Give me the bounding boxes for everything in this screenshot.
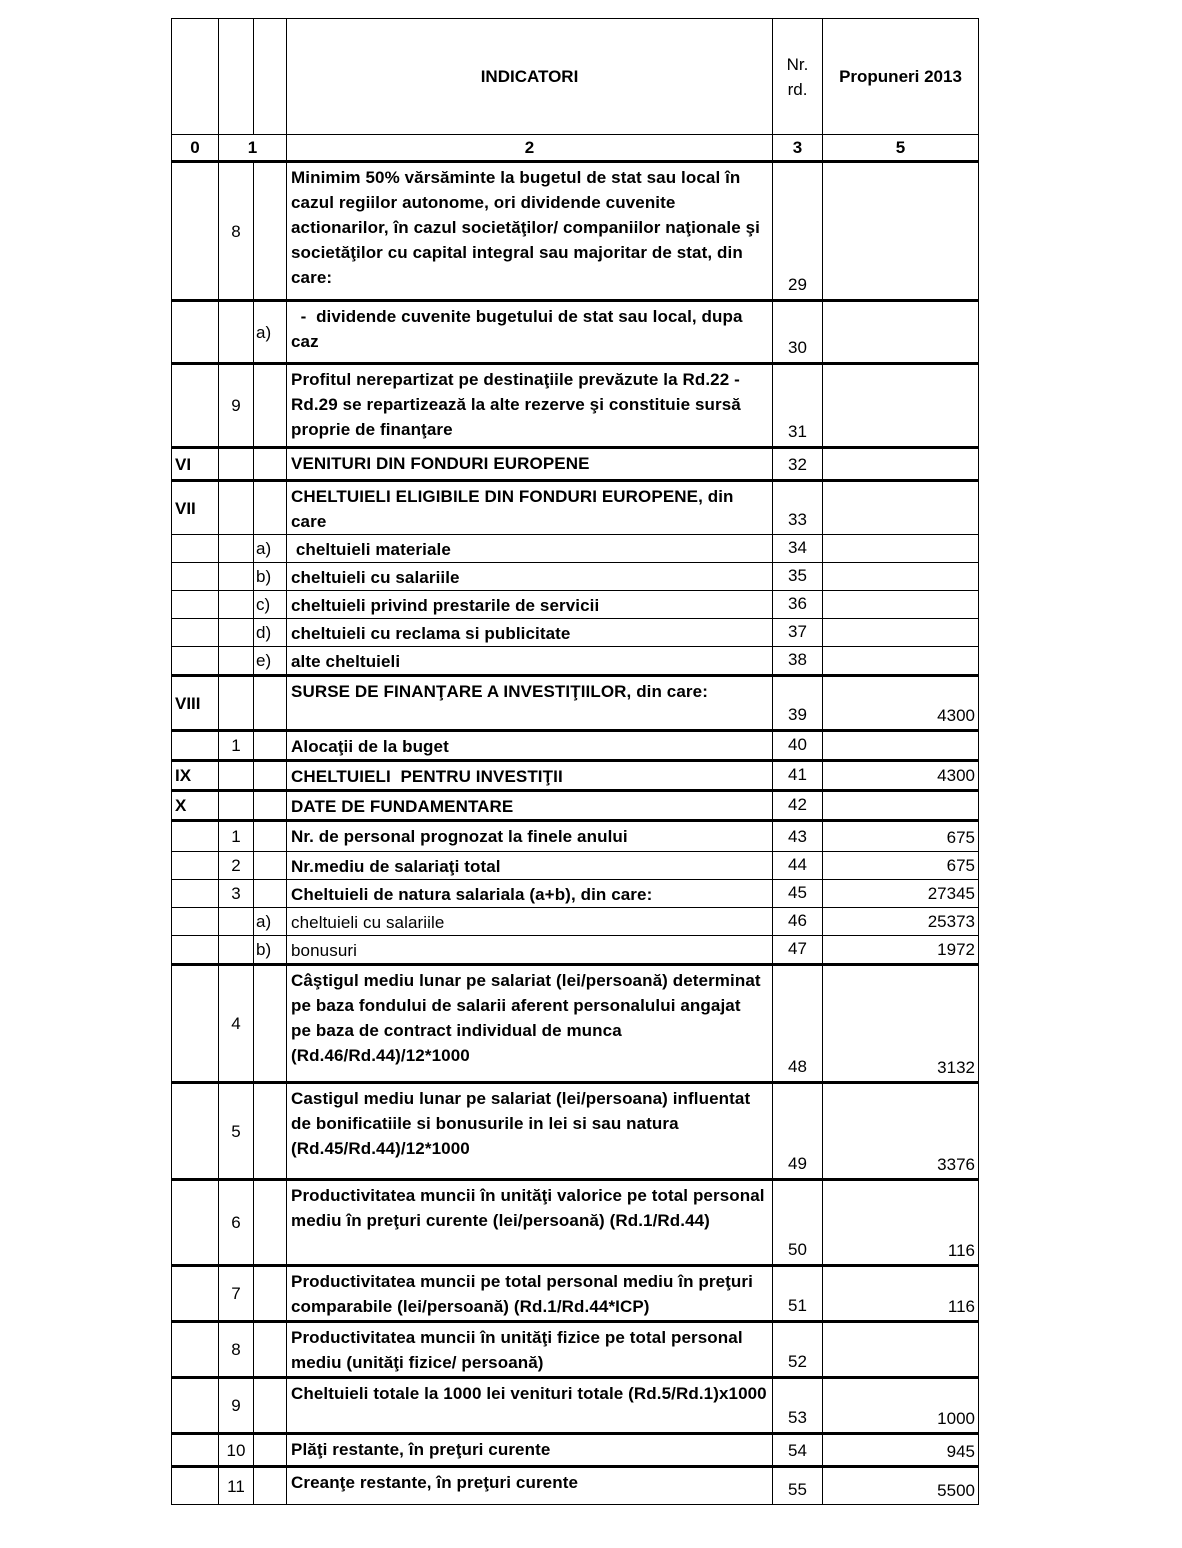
table-row: [172, 821, 979, 852]
table-row: [172, 676, 979, 731]
row-nr-rd: 43: [773, 821, 823, 852]
row-number: 4: [219, 965, 254, 1083]
row-letter: [254, 880, 287, 908]
table-row: [172, 1467, 979, 1505]
row-number: 1: [219, 821, 254, 852]
header-row: [172, 19, 979, 135]
row-indicator-text: cheltuieli materiale: [287, 535, 773, 563]
row-value: [823, 591, 979, 619]
row-letter: a): [254, 301, 287, 364]
row-value: 675: [823, 821, 979, 852]
row-number: [219, 908, 254, 936]
row-number: 1: [219, 731, 254, 761]
table-row: [172, 1266, 979, 1322]
row-number: [219, 647, 254, 676]
row-indicator-text: - dividende cuvenite bugetului de stat sau local, dupa caz: [287, 301, 773, 364]
row-letter: a): [254, 535, 287, 563]
row-letter: [254, 761, 287, 791]
row-section-code: VII: [172, 481, 219, 535]
table-row: [172, 563, 979, 591]
row-value: 945: [823, 1434, 979, 1467]
header-nr-line2: rd.: [787, 79, 808, 99]
row-indicator-text: VENITURI DIN FONDURI EUROPENE: [287, 448, 773, 481]
row-indicator-text: Productivitatea muncii în unităţi fizice pe total personal mediu (unităţi fizice/ persoană): [287, 1322, 773, 1378]
row-number: [219, 591, 254, 619]
row-section-code: [172, 619, 219, 647]
row-section-code: [172, 535, 219, 563]
row-indicator-text: CHELTUIELI PENTRU INVESTIŢII: [287, 761, 773, 791]
row-nr-rd: 38: [773, 647, 823, 676]
row-letter: [254, 1180, 287, 1266]
row-value: [823, 1322, 979, 1378]
row-letter: [254, 1266, 287, 1322]
table-row: [172, 647, 979, 676]
row-indicator-text: Profitul nerepartizat pe destinaţiile prevăzute la Rd.22 - Rd.29 se repartizează la alte rezerve şi constituie sursă proprie de finanţare: [287, 364, 773, 448]
header-cell-2: [254, 19, 287, 135]
row-nr-rd: 47: [773, 936, 823, 965]
row-value: [823, 731, 979, 761]
row-value: 3376: [823, 1083, 979, 1180]
row-value: [823, 448, 979, 481]
row-nr-rd: 37: [773, 619, 823, 647]
row-nr-rd: 39: [773, 676, 823, 731]
row-nr-rd: 34: [773, 535, 823, 563]
row-section-code: [172, 1266, 219, 1322]
row-letter: d): [254, 619, 287, 647]
table-row: [172, 791, 979, 821]
row-indicator-text: cheltuieli cu salariile: [287, 908, 773, 936]
header-cell-0: [172, 19, 219, 135]
row-indicator-text: Câştigul mediu lunar pe salariat (lei/persoană) determinat pe baza fondului de salarii aferent personalului angajat pe baza de contract individual de munca (Rd.46/Rd.44)/12*1000: [287, 965, 773, 1083]
row-letter: c): [254, 591, 287, 619]
row-number: [219, 791, 254, 821]
row-number: [219, 676, 254, 731]
row-section-code: [172, 1378, 219, 1434]
table-row: [172, 761, 979, 791]
row-letter: a): [254, 908, 287, 936]
row-nr-rd: 45: [773, 880, 823, 908]
row-number: 8: [219, 1322, 254, 1378]
table-row: [172, 731, 979, 761]
row-indicator-text: Minimim 50% vărsăminte la bugetul de stat sau local în cazul regiilor autonome, ori dividende cuvenite actionarilor, în cazul societăţilor/ companiilor naţionale şi societăţilor cu capital integral sau majoritar de stat, din care:: [287, 162, 773, 301]
row-section-code: [172, 1322, 219, 1378]
row-letter: [254, 731, 287, 761]
row-nr-rd: 50: [773, 1180, 823, 1266]
table-row: [172, 448, 979, 481]
row-number: 2: [219, 852, 254, 880]
row-section-code: [172, 591, 219, 619]
row-indicator-text: Cheltuieli de natura salariala (a+b), din care:: [287, 880, 773, 908]
row-letter: [254, 481, 287, 535]
row-letter: [254, 965, 287, 1083]
row-section-code: [172, 1467, 219, 1505]
row-letter: b): [254, 936, 287, 965]
row-value: 27345: [823, 880, 979, 908]
row-section-code: [172, 162, 219, 301]
table-row: [172, 852, 979, 880]
row-value: [823, 791, 979, 821]
row-letter: [254, 1083, 287, 1180]
row-number: [219, 936, 254, 965]
table-row: [172, 1378, 979, 1434]
row-letter: [254, 1467, 287, 1505]
row-indicator-text: cheltuieli privind prestarile de servicii: [287, 591, 773, 619]
row-value: [823, 301, 979, 364]
row-letter: [254, 791, 287, 821]
table-row: [172, 591, 979, 619]
row-number: [219, 535, 254, 563]
row-number: 5: [219, 1083, 254, 1180]
header-nr-rd: [773, 19, 823, 135]
row-number: [219, 619, 254, 647]
row-number: 6: [219, 1180, 254, 1266]
row-nr-rd: 53: [773, 1378, 823, 1434]
row-letter: [254, 821, 287, 852]
header-cell-1: [219, 19, 254, 135]
row-section-code: [172, 936, 219, 965]
header-indicators: INDICATORI: [287, 19, 773, 135]
row-indicator-text: cheltuieli cu salariile: [287, 563, 773, 591]
row-indicator-text: SURSE DE FINANŢARE A INVESTIŢIILOR, din care:: [287, 676, 773, 731]
row-section-code: [172, 1083, 219, 1180]
row-value: [823, 535, 979, 563]
row-letter: e): [254, 647, 287, 676]
row-indicator-text: alte cheltuieli: [287, 647, 773, 676]
header-nr-line1: Nr.: [786, 54, 809, 74]
table-row: [172, 364, 979, 448]
row-section-code: IX: [172, 761, 219, 791]
row-nr-rd: 51: [773, 1266, 823, 1322]
row-indicator-text: Cheltuieli totale la 1000 lei venituri totale (Rd.5/Rd.1)x1000: [287, 1378, 773, 1434]
row-nr-rd: 46: [773, 908, 823, 936]
row-indicator-text: cheltuieli cu reclama si publicitate: [287, 619, 773, 647]
row-nr-rd: 31: [773, 364, 823, 448]
row-nr-rd: 40: [773, 731, 823, 761]
row-value: 116: [823, 1180, 979, 1266]
row-indicator-text: DATE DE FUNDAMENTARE: [287, 791, 773, 821]
indicators-table: [171, 18, 979, 1505]
row-number: 11: [219, 1467, 254, 1505]
row-number: 9: [219, 1378, 254, 1434]
row-number: [219, 563, 254, 591]
row-nr-rd: 30: [773, 301, 823, 364]
column-index-0: 0: [172, 135, 219, 162]
row-number: 9: [219, 364, 254, 448]
row-value: 1972: [823, 936, 979, 965]
row-nr-rd: 33: [773, 481, 823, 535]
row-number: [219, 761, 254, 791]
row-nr-rd: 42: [773, 791, 823, 821]
row-section-code: [172, 908, 219, 936]
row-number: 7: [219, 1266, 254, 1322]
row-indicator-text: Alocaţii de la buget: [287, 731, 773, 761]
row-section-code: [172, 880, 219, 908]
row-indicator-text: bonusuri: [287, 936, 773, 965]
row-value: [823, 481, 979, 535]
table-row: [172, 1322, 979, 1378]
header-proposals: Propuneri 2013: [823, 19, 979, 135]
row-nr-rd: 55: [773, 1467, 823, 1505]
row-value: [823, 619, 979, 647]
row-value: [823, 364, 979, 448]
row-indicator-text: Nr.mediu de salariaţi total: [287, 852, 773, 880]
table-row: [172, 301, 979, 364]
row-letter: b): [254, 563, 287, 591]
row-number: 10: [219, 1434, 254, 1467]
row-section-code: [172, 563, 219, 591]
row-nr-rd: 29: [773, 162, 823, 301]
row-letter: [254, 162, 287, 301]
column-index-1: 1: [219, 135, 287, 162]
row-section-code: [172, 1180, 219, 1266]
row-letter: [254, 448, 287, 481]
row-nr-rd: 52: [773, 1322, 823, 1378]
row-value: [823, 647, 979, 676]
row-section-code: [172, 301, 219, 364]
row-section-code: [172, 1434, 219, 1467]
table-row: [172, 535, 979, 563]
row-nr-rd: 41: [773, 761, 823, 791]
table-row: [172, 880, 979, 908]
table-row: [172, 162, 979, 301]
row-section-code: [172, 852, 219, 880]
table-row: [172, 619, 979, 647]
row-number: 3: [219, 880, 254, 908]
row-value: 4300: [823, 676, 979, 731]
row-section-code: [172, 821, 219, 852]
table-row: [172, 1083, 979, 1180]
row-value: 25373: [823, 908, 979, 936]
row-section-code: [172, 364, 219, 448]
row-letter: [254, 676, 287, 731]
row-letter: [254, 1378, 287, 1434]
table-row: [172, 1180, 979, 1266]
column-index-3: 3: [773, 135, 823, 162]
row-value: 4300: [823, 761, 979, 791]
row-indicator-text: Creanţe restante, în preţuri curente: [287, 1467, 773, 1505]
row-value: 5500: [823, 1467, 979, 1505]
row-nr-rd: 49: [773, 1083, 823, 1180]
row-nr-rd: 44: [773, 852, 823, 880]
row-value: [823, 162, 979, 301]
row-section-code: VI: [172, 448, 219, 481]
table-row: [172, 908, 979, 936]
row-section-code: VIII: [172, 676, 219, 731]
row-indicator-text: Castigul mediu lunar pe salariat (lei/persoana) influentat de bonificatiile si bonusurile in lei si sau natura (Rd.45/Rd.44)/12*1000: [287, 1083, 773, 1180]
row-nr-rd: 36: [773, 591, 823, 619]
row-number: [219, 448, 254, 481]
row-value: 1000: [823, 1378, 979, 1434]
row-nr-rd: 54: [773, 1434, 823, 1467]
table-row: [172, 936, 979, 965]
row-number: [219, 481, 254, 535]
column-index-row: [172, 135, 979, 162]
row-indicator-text: Nr. de personal prognozat la finele anului: [287, 821, 773, 852]
table-row: [172, 1434, 979, 1467]
row-indicator-text: CHELTUIELI ELIGIBILE DIN FONDURI EUROPENE, din care: [287, 481, 773, 535]
row-number: 8: [219, 162, 254, 301]
column-index-5: 5: [823, 135, 979, 162]
row-indicator-text: Productivitatea muncii în unităţi valorice pe total personal mediu în preţuri curente (lei/persoană) (Rd.1/Rd.44): [287, 1180, 773, 1266]
row-letter: [254, 852, 287, 880]
row-letter: [254, 364, 287, 448]
row-value: 675: [823, 852, 979, 880]
row-number: [219, 301, 254, 364]
row-indicator-text: Plăţi restante, în preţuri curente: [287, 1434, 773, 1467]
row-section-code: [172, 965, 219, 1083]
row-nr-rd: 35: [773, 563, 823, 591]
row-section-code: [172, 731, 219, 761]
row-value: 116: [823, 1266, 979, 1322]
table-row: [172, 481, 979, 535]
row-section-code: X: [172, 791, 219, 821]
row-nr-rd: 32: [773, 448, 823, 481]
table-row: [172, 965, 979, 1083]
row-indicator-text: Productivitatea muncii pe total personal mediu în preţuri comparabile (lei/persoană) (Rd.1/Rd.44*ICP): [287, 1266, 773, 1322]
row-section-code: [172, 647, 219, 676]
row-nr-rd: 48: [773, 965, 823, 1083]
row-value: [823, 563, 979, 591]
row-value: 3132: [823, 965, 979, 1083]
row-letter: [254, 1434, 287, 1467]
row-letter: [254, 1322, 287, 1378]
column-index-2: 2: [287, 135, 773, 162]
